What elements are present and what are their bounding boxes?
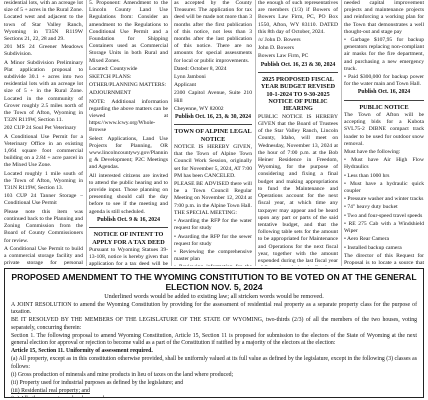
notice-separator: [174, 124, 252, 125]
column-5: [344, 0, 424, 266]
notice-paragraph: PUBLIC NOTICE IS HEREBY GIVEN that the Board of Trustees of the Star Valley Ranch, Lincoln County, Idaho, will meet on Wednesday, November 13, 2024 at the hour of 7:00 p.m. at the Bob Heiner Residence in Freedom, Wyoming, for the purpose of considering and fixing a final budget and making appropriations to fund the Maintenance and Operations account for the next fiscal year, at which time any taxpayer may appear and be heard upon any part or parts of the said tentative budget, and that the following table sets for the amount to be appropriated for Maintenance and Operations for the next fiscal year, together with the amount expended during the last fiscal year: [258, 113, 338, 264]
notice-paragraph: Please note this item was continued back to the Planning and Zoning Commission from the Board of County Commissioners for review.: [4, 208, 83, 244]
notice-paragraph: Applicant: [174, 82, 197, 89]
notice-list-item: • Paid $300,000 for backup power for the water main and Town Hall.: [344, 74, 424, 88]
notice-separator: [258, 72, 338, 73]
notice-paragraph: OTHER/PLANNING MATTERS:: [89, 82, 167, 89]
amendment-paragraph: [11, 396, 417, 398]
legal-notices-columns: [4, 0, 424, 266]
column-divider: [255, 0, 256, 266]
notice-list-item: • Garbage $107,95 for backup generators replacing non-compliant air masks for the fire department, and purchasing a new emergency truck.: [344, 37, 424, 72]
notice-paragraph: residential lots, with an acreage lot size of 5 + acres in the Rural Zone. Located west and adjacent to the town of Star Valley Ranch, Wyoming in T35N R119W Sections 21, 22, 28 and 29.: [4, 0, 83, 43]
column-divider: [86, 0, 87, 266]
notice-paragraph: A Conditional Use Permit for a Veterinary Office in an existing 1,664 square foot commercial building on a 2.84 + acre parcel in the Mixed Use Zone.: [4, 133, 83, 169]
notice-list-item: • 74" heavy duty bucket: [344, 204, 398, 211]
notice-paragraph: 5. Proponent: Amendment to the Lincoln County Land Use Regulations from: Consider an amendment to the Regulations to Conditional Use Permit and a Foundation for Shipping Containers used as Commercial Storage Units in both Rural and Mixed Zones.: [89, 0, 168, 64]
notice-item-title: 201 MS 24 Greener Meadows Subdivision.: [4, 44, 83, 58]
notice-list-item: • Pressure washer and winter tracks: [344, 196, 424, 203]
column-1: [4, 0, 83, 266]
notice-paragraph: Cheyenne, WY 82002: [174, 105, 224, 112]
notice-paragraph: Lynn Jamboni: [174, 74, 206, 81]
notice-heading: NOTICE OF INTENT TO APPLY FOR A TAX DEED: [92, 231, 165, 246]
amendment-title: PROPOSED AMENDMENT TO THE WYOMING CONSTITUTION TO BE VOTED ON AT THE GENERAL ELECTION NOV. 5, 2024: [11, 272, 417, 292]
notice-paragraph: Located: Countywide: [89, 65, 138, 72]
publish-date: Publish Oct. 16, 2024: [357, 89, 411, 96]
constitution-amendment-notice: [4, 268, 424, 398]
column-4: [258, 0, 338, 266]
notice-item-title: 202 CUP 24 Soul Pet Veterinary: [4, 125, 77, 132]
notice-paragraph: the enough of such representatives are members (1/3) if Bowers of Bowers Law Firm, PC, PO Box 1550, Afton, WY 83110. DATED this 8th day of October, 2024.: [258, 0, 338, 35]
notice-paragraph: A Conditional Use Permit to build a commercial storage facility and private storage for personal: [4, 245, 83, 266]
notice-paragraph: John D. Bowers: [258, 45, 294, 52]
amendment-paragraph: (iii) Residential real property; and: [11, 388, 90, 395]
notice-paragraph: SKETCH PLANS:: [89, 74, 132, 81]
notice-list-item: • Aero Rear Camera: [344, 236, 389, 243]
notice-paragraph: Located roughly 1 mile south of the Town of Afton, Wyoming in T31N R119W, Section 13.: [4, 170, 83, 192]
amendment-paragraph: (i) Gross production of minerals and mine products in lieu of taxes on the land where produced;: [11, 371, 234, 378]
notice-paragraph: /s/ John D. Bowers: [258, 37, 301, 44]
notice-separator: [344, 100, 424, 101]
notice-paragraph: Select Applications, Land Use Projects for Planning, OR www.lincolncountywy.gov/Planning & Development; P2C Meetings and Agendas.: [89, 135, 168, 171]
notice-paragraph: Dated: October 8, 2024: [174, 65, 227, 72]
notice-list-item: • Reviewing the comprehensive master plan: [174, 248, 252, 263]
notice-paragraph: PLEASE BE ADVISED there will be a Town Council Regular Meeting on November 12, 2024 at 7:00 p.m. in the Alpine Town Hall. THE SPECIAL MEETING:: [174, 181, 252, 216]
amendment-subtitle: Underlined words would be added to existing law; all stricken words would be removed.: [104, 293, 324, 300]
amendment-paragraph: (ii) Property used for industrial purposes as defined by the legislature; and: [11, 380, 184, 387]
notice-paragraph: Pursuant to Wyoming Statues 39-13-108, notice is hereby given that application for a tax deed will be: [89, 246, 168, 266]
notice-paragraph: A Minor Subdivision Preliminary Plat application proposal to subdivide 30.1 + acres into two residential lots with an acreage lot size of 5 + in the Rural Zone. Located in the community of Grover roughly 2.5 miles north of the Town of Afton, Wyoming in T32N R119W, Section 11.: [4, 59, 83, 124]
notice-list-item: • Less than 1000 hrs: [344, 172, 390, 179]
notice-list-item: [174, 264, 252, 266]
notice-paragraph: NOTE: Additional information regarding the above matters can be viewed at https://www.lcwy.org/Whole-Browse: [89, 98, 168, 134]
column-2: [89, 0, 168, 266]
notice-list-item: • Must have Air High Flow Hydraulics: [344, 157, 424, 171]
notice-paragraph: needed capital improvement projects and maintenance projects and reinforcing a working plan for the Town that demonstrates a well thought-out and stage pay: [344, 0, 424, 35]
amendment-paragraph: (a) All property, except as in this constitution otherwise provided, shall be uniformly valued at its full value as defined by the legislature, except in the following (3) classes as follows:: [11, 356, 417, 370]
publish-date: Publish Oct. 16, 23, & 30, 2024: [174, 114, 251, 121]
notice-paragraph: ADJOURNMENT: [89, 90, 131, 97]
amendment-paragraph: BE IT RESOLVED BY THE MEMBERS OF THE LEGISLATURE OF THE STATE OF WYOMING, two-thirds (2/3) of all the members of the two houses, voting separately, concurring therein:: [11, 317, 417, 331]
notice-paragraph: All interested citizens are invited to attend the public hearing and to provide input. Those planning on presenting should call the day before to see if the meeting and agenda is still scheduled.: [89, 172, 168, 215]
notice-paragraph: as accepted by the County Treasurer. The application for tax deed will be made not more than 3 months after the first publication of this notice, not less than 3 months after the last publication of this notice. There are no amounts for special assessments for local or public improvements.: [174, 0, 252, 64]
publish-date: Publish Oct. 16, 23 & 30, 2024: [260, 61, 336, 68]
notice-list-item: • Installed backup camera: [344, 244, 402, 251]
notice-heading: TOWN OF ALPINE LEGAL NOTICE: [174, 128, 252, 143]
notice-separator: [89, 227, 168, 228]
column-3: [174, 0, 252, 266]
column-divider: [171, 0, 172, 266]
amendment-paragraph: Section 1. The following proposal to amend Wyoming Constitution, Article 15, Section 11 is proposed for submission to the electors of the State of Wyoming at the next general election for approval or rejection to become valid as a part of the Constitution if ratified by a majority of the electors at the election:: [11, 332, 417, 347]
notice-paragraph: The director of this Request for Proposal is to locate a source that: [344, 252, 424, 266]
notice-list-item: • Two and four-speed travel speeds: [344, 212, 423, 219]
notice-paragraph: Bowers Law Firm, PC: [258, 53, 309, 60]
amendment-section-title: Article 15, Section 11. Uniformity of assessment required.: [11, 348, 153, 355]
notice-list-item: • Must have a hydraulic quick coupler: [344, 180, 424, 195]
notice-list-item: • Awarding the RFP for the water request for study: [174, 218, 252, 232]
notice-list-item: • RE 275 Cab with a Windshield Wiper: [344, 220, 424, 235]
publish-date: Publish Oct. 9 & 16, 2024: [97, 216, 160, 223]
notice-item-title: 103 CUP 24 Tanner Storage – Conditional Use Permit: [4, 193, 83, 207]
notice-paragraph: The Town of Afton will be accepting bids for a Kubota SVL75-2 DIBNE compact track loader to be used for outdoor snow removal.: [344, 112, 424, 147]
notice-paragraph: 2300 Capitol Avenue, Suite 210 Hill: [174, 90, 252, 104]
notice-paragraph: NOTICE IS HEREBY GIVEN, that the Town of Alpine Town Council Work Session, originally set for November 5, 2024, AT 7:00 PM has been CANCELED.: [174, 144, 252, 179]
notice-heading: 2025 PROPOSED FISCAL YEAR BUDGET REVISED 10-1-2024 TO 9-30-2025 NOTICE OF PUBLIC HEARING: [260, 75, 336, 113]
amendment-paragraph: A JOINT RESOLUTION to amend the Wyoming Constitution by providing for the assessment of residential real property as a separate property class for the purpose of taxation.: [11, 302, 417, 316]
notice-heading: PUBLIC NOTICE: [359, 103, 409, 111]
notice-paragraph: Must have the following:: [344, 149, 401, 156]
notice-list-item: • Awarding the RFP for the sewer request for study: [174, 233, 252, 247]
column-divider: [341, 0, 342, 266]
